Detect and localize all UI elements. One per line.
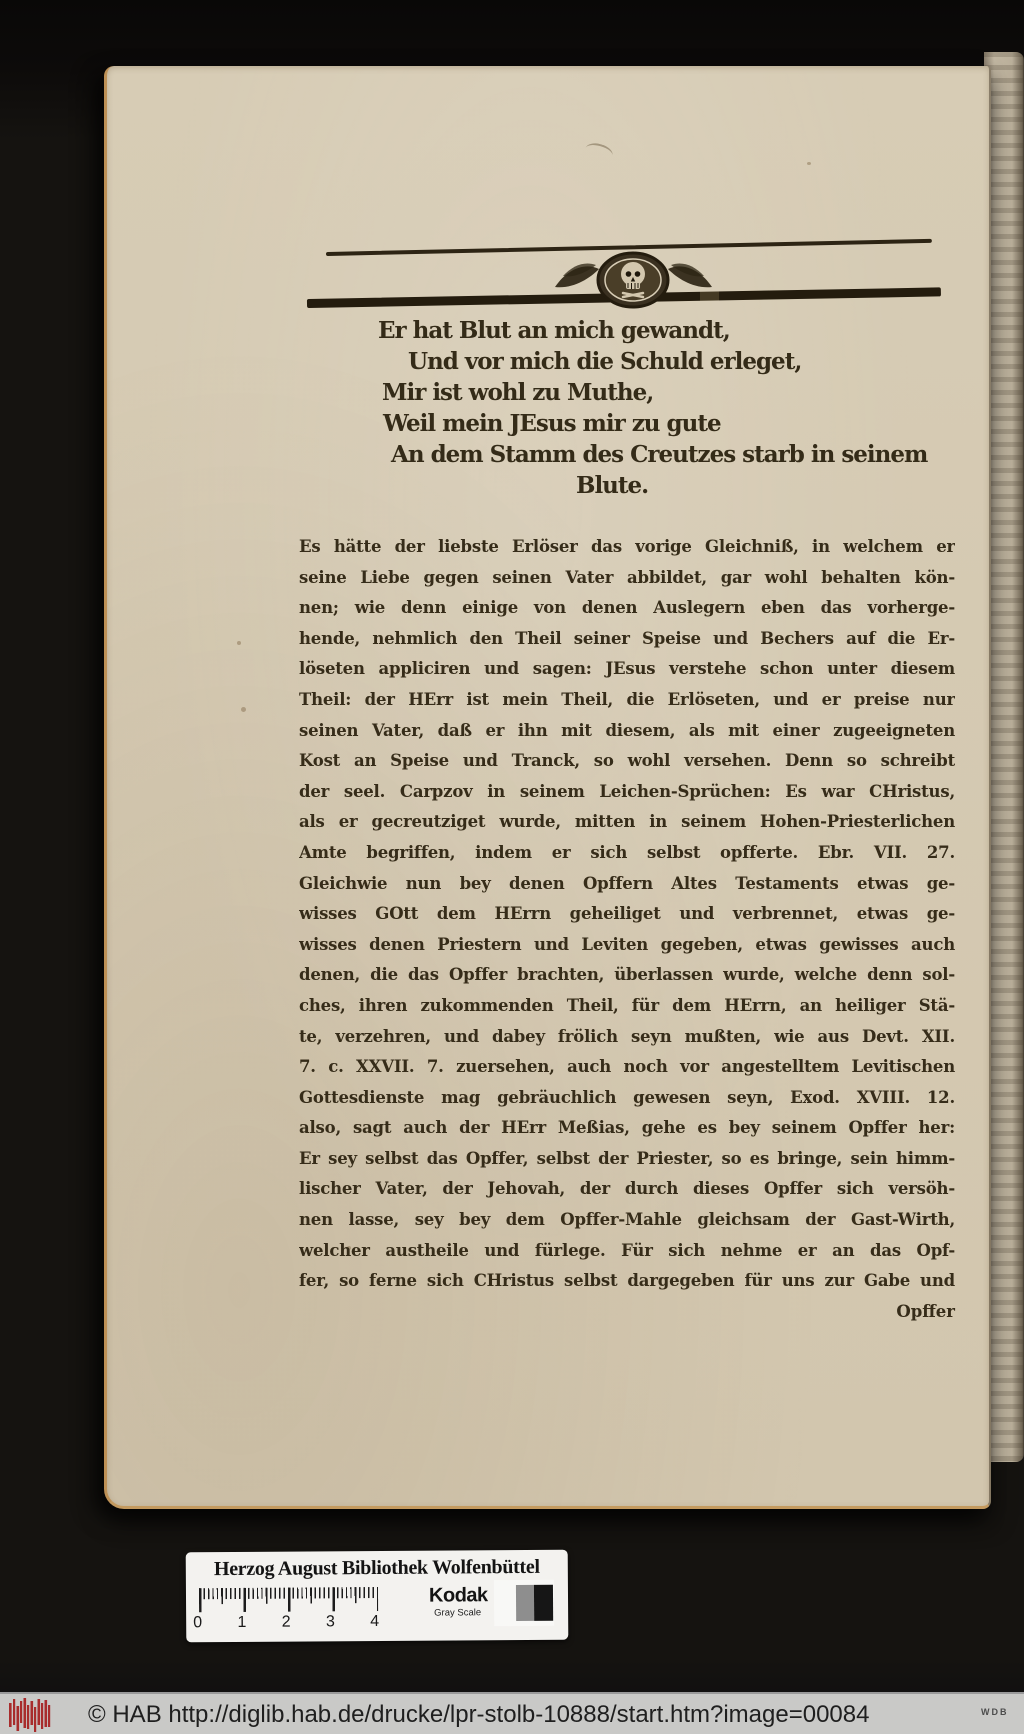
body-line: te, verzehren, und dabey frölich seyn mußten, wie aus Devt. XII. bbox=[299, 1026, 955, 1046]
body-line: denen, die das Opffer brachten, überlassen wurde, welche denn sol- bbox=[299, 965, 955, 985]
body-line: seinen Vater, daß er ihn mit diesem, als mit einer zugeeigneten bbox=[299, 720, 955, 740]
ink-speck bbox=[237, 641, 241, 645]
verse-line: An dem Stamm des Creutzes starb in seinem bbox=[391, 441, 928, 468]
body-line: Er sey selbst das Opffer, selbst der Priester, so es bringe, sein himm- bbox=[299, 1148, 955, 1168]
body-line: Theil: der HErr ist mein Theil, die Erlöseten, und er preise nur bbox=[299, 689, 955, 709]
body-line: wisses GOtt dem HErrn geheiliget und verbrennet, etwas ge- bbox=[299, 904, 955, 924]
body-text-block bbox=[299, 537, 955, 1332]
body-line: nen; wie denn einige von denen Auslegern eben das vorherge- bbox=[299, 598, 955, 618]
body-line: löseten appliciren und sagen: JEsus verstehe schon unter diesem bbox=[299, 659, 955, 679]
copyright-url: © HAB http://diglib.hab.de/drucke/lpr-stolb-10888/start.htm?image=00084 bbox=[88, 1701, 870, 1728]
copyright-bar bbox=[0, 1692, 1024, 1734]
body-line: als er gecreutziget wurde, mitten in seinem Hohen-Priesterlichen bbox=[299, 812, 955, 832]
body-line: Amte begriffen, indem er sich selbst opfferte. Ebr. VII. 27. bbox=[299, 842, 955, 862]
black-swatch bbox=[534, 1585, 553, 1621]
catchword: Opffer bbox=[896, 1301, 955, 1321]
body-line: lischer Vater, der Jehovah, der durch dieses Opffer sich versöh- bbox=[299, 1179, 955, 1199]
ink-speck bbox=[241, 707, 246, 712]
wdb-watermark: WDB bbox=[981, 1707, 1009, 1717]
body-line: nen lasse, sey bey dem Opffer-Mahle gleichsam der Gast-Wirth, bbox=[299, 1210, 955, 1230]
body-line: fer, so ferne sich CHristus selbst dargegeben für uns zur Gabe und bbox=[299, 1271, 955, 1291]
library-label bbox=[186, 1550, 569, 1643]
faint-pen-mark bbox=[583, 140, 614, 163]
body-line: hende, nehmlich den Theil seiner Speise und Bechers auf die Er- bbox=[299, 628, 955, 648]
verse-line: Weil mein JEsus mir zu gute bbox=[383, 410, 721, 437]
gray-swatch bbox=[516, 1585, 534, 1621]
body-line: also, sagt auch der HErr Meßias, gehe es bey seinem Opffer her: bbox=[299, 1118, 955, 1138]
body-line: welcher austheile und fürlege. Für sich nehme er an das Opf- bbox=[299, 1240, 955, 1260]
kodak-wordmark: Kodak bbox=[428, 1584, 488, 1607]
ruler-number: 3 bbox=[325, 1613, 335, 1631]
body-line: Gottesdienste mag gebräuchlich gewesen seyn, Exod. XVIII. 12. bbox=[299, 1087, 955, 1107]
ruler-ticks bbox=[199, 1587, 379, 1612]
body-line: 7. c. XXVII. 7. zuersehen, auch noch vor angestelltem Levitischen bbox=[299, 1057, 955, 1077]
ruler-number: 0 bbox=[193, 1614, 203, 1632]
body-line: seine Liebe gegen seinen Vater abbildet, gar wohl behalten kön- bbox=[299, 567, 955, 587]
body-line: Gleichwie nun bey denen Opffern Altes Testaments etwas ge- bbox=[299, 873, 955, 893]
verse-line: Blute. bbox=[576, 472, 649, 499]
hab-barcode-logo-icon bbox=[8, 1697, 52, 1733]
body-line: der seel. Carpzov in seinem Leichen-Sprüchen: Es war CHristus, bbox=[299, 781, 955, 801]
verse-line: Und vor mich die Schuld erleget, bbox=[408, 348, 802, 375]
ink-speck bbox=[807, 162, 811, 165]
body-line: ches, ihren zukommenden Theil, für dem HErrn, an heiliger Stä- bbox=[299, 995, 955, 1015]
scanned-book-page bbox=[104, 66, 991, 1509]
verse-line: Mir ist wohl zu Muthe, bbox=[382, 379, 654, 406]
skull-ornament-icon bbox=[551, 247, 716, 309]
ruler-numbers bbox=[193, 1613, 379, 1632]
library-name: Herzog August Bibliothek Wolfenbüttel bbox=[213, 1555, 540, 1581]
verse-line: Er hat Blut an mich gewandt, bbox=[378, 317, 730, 344]
gray-scale-patch bbox=[494, 1580, 554, 1626]
ruler-number: 2 bbox=[281, 1613, 291, 1631]
body-line: Es hätte der liebste Erlöser das vorige Gleichniß, in welchem er bbox=[299, 537, 955, 556]
verse-block bbox=[107, 317, 989, 503]
ruler-number: 1 bbox=[237, 1613, 247, 1631]
body-line: wisses denen Priestern und Leviten gegeben, etwas gewisses auch bbox=[299, 934, 955, 954]
ruler-number: 4 bbox=[370, 1612, 380, 1631]
gray-scale-text: Gray Scale bbox=[434, 1607, 482, 1619]
body-line: Kost an Speise und Tranck, so wohl versehen. Denn so schreibt bbox=[299, 751, 955, 771]
